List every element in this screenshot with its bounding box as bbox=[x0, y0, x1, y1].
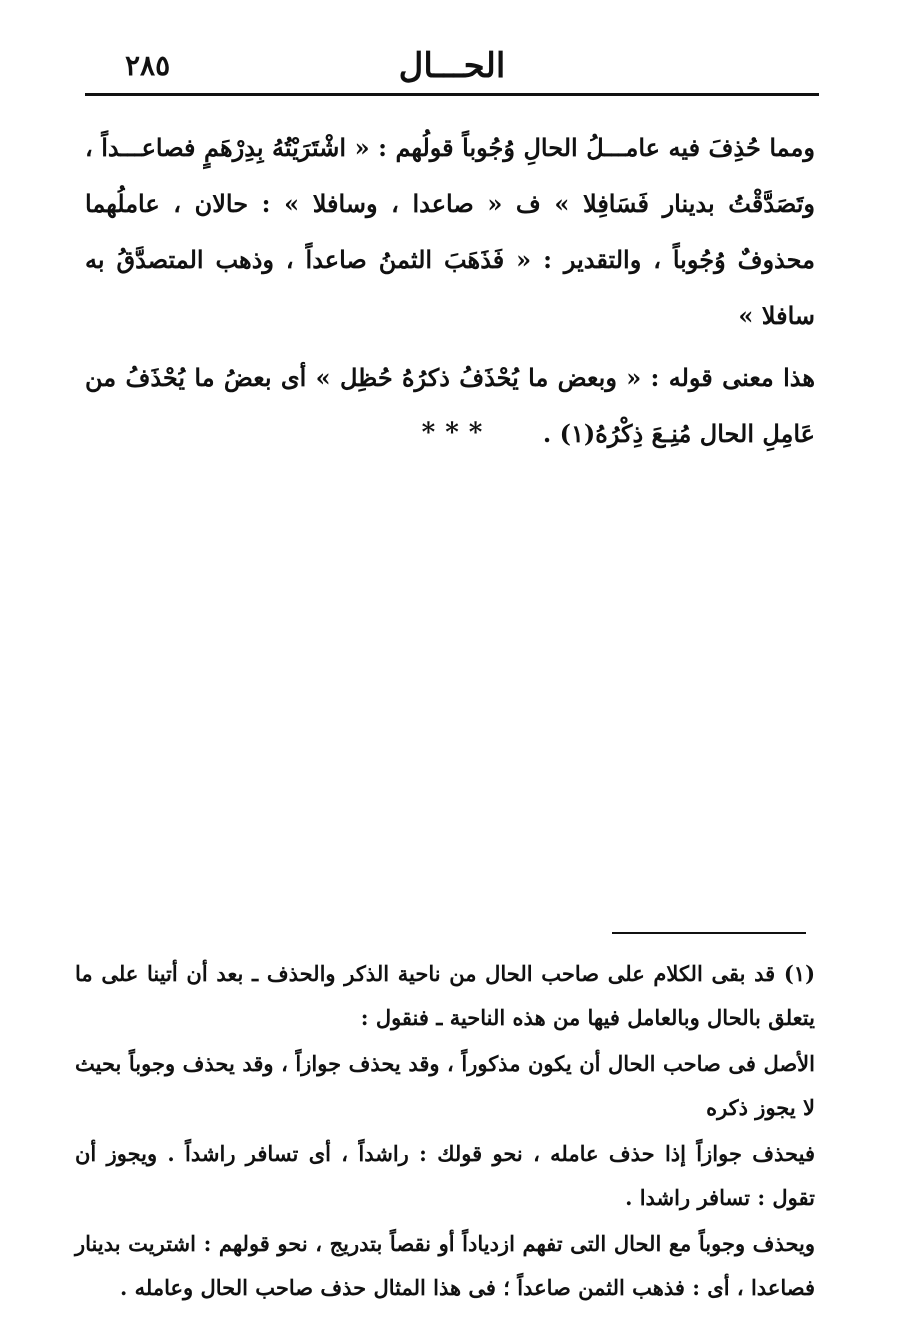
footnote-rule bbox=[612, 932, 806, 934]
section-separator: *** bbox=[421, 418, 493, 448]
page-header bbox=[85, 44, 819, 94]
footnote-paragraph-3: فيحذف جوازاً إذا حذف عامله ، نحو قولك : راشداً ، أى تسافر راشداً . ويجوز أن تقول : تسافر راشدا . bbox=[75, 1141, 815, 1210]
header-rule bbox=[85, 93, 819, 96]
main-text bbox=[85, 120, 815, 462]
running-title: الحـــال bbox=[398, 46, 506, 86]
footnote-paragraph-1: (١) قد بقى الكلام على صاحب الحال من ناحية الذكر والحذف ـ بعد أن أتينا على ما يتعلق بالحال وبالعامل فيها من هذه الناحية ـ فنقول : bbox=[75, 961, 815, 1030]
body-paragraph-1: ومما حُذِفَ فيه عامـــلُ الحالِ وُجُوباً قولُهم : « اشْتَرَيْتُهُ بِدِرْهَمٍ فصاعـــداً ، وتَصَدَّقْتُ بدينار فَسَافِلا » ف « صاعدا ، وسافلا » : حالان ، عاملُهما محذوفٌ وُجُوباً ، والتقدير : « فَذَهَبَ الثمنُ صاعداً ، وذهب المتصدَّقُ به سافلا » bbox=[85, 133, 815, 330]
footnotes bbox=[75, 952, 815, 1310]
footnote-paragraph-2: الأصل فى صاحب الحال أن يكون مذكوراً ، وقد يحذف جوازاً ، وقد يحذف وجوباً بحيث لا يجوز ذكره bbox=[75, 1051, 815, 1120]
page-number: ٢٨٥ bbox=[125, 49, 171, 82]
body-paragraph-2: هذا معنى قوله : « وبعض ما يُحْذَفُ ذكرُهُ حُظِل » أى بعضُ ما يُحْذَفُ من عَامِلِ الحال مُنِـعَ ذِكْرُهُ(١) . bbox=[85, 363, 815, 448]
footnote-paragraph-4: ويحذف وجوباً مع الحال التى تفهم ازدياداً أو نقصاً بتدريج ، نحو قولهم : اشتريت بدينار فصاعدا ، أى : فذهب الثمن صاعداً ؛ فى هذا المثال حذف صاحب الحال وعامله . bbox=[75, 1231, 815, 1300]
